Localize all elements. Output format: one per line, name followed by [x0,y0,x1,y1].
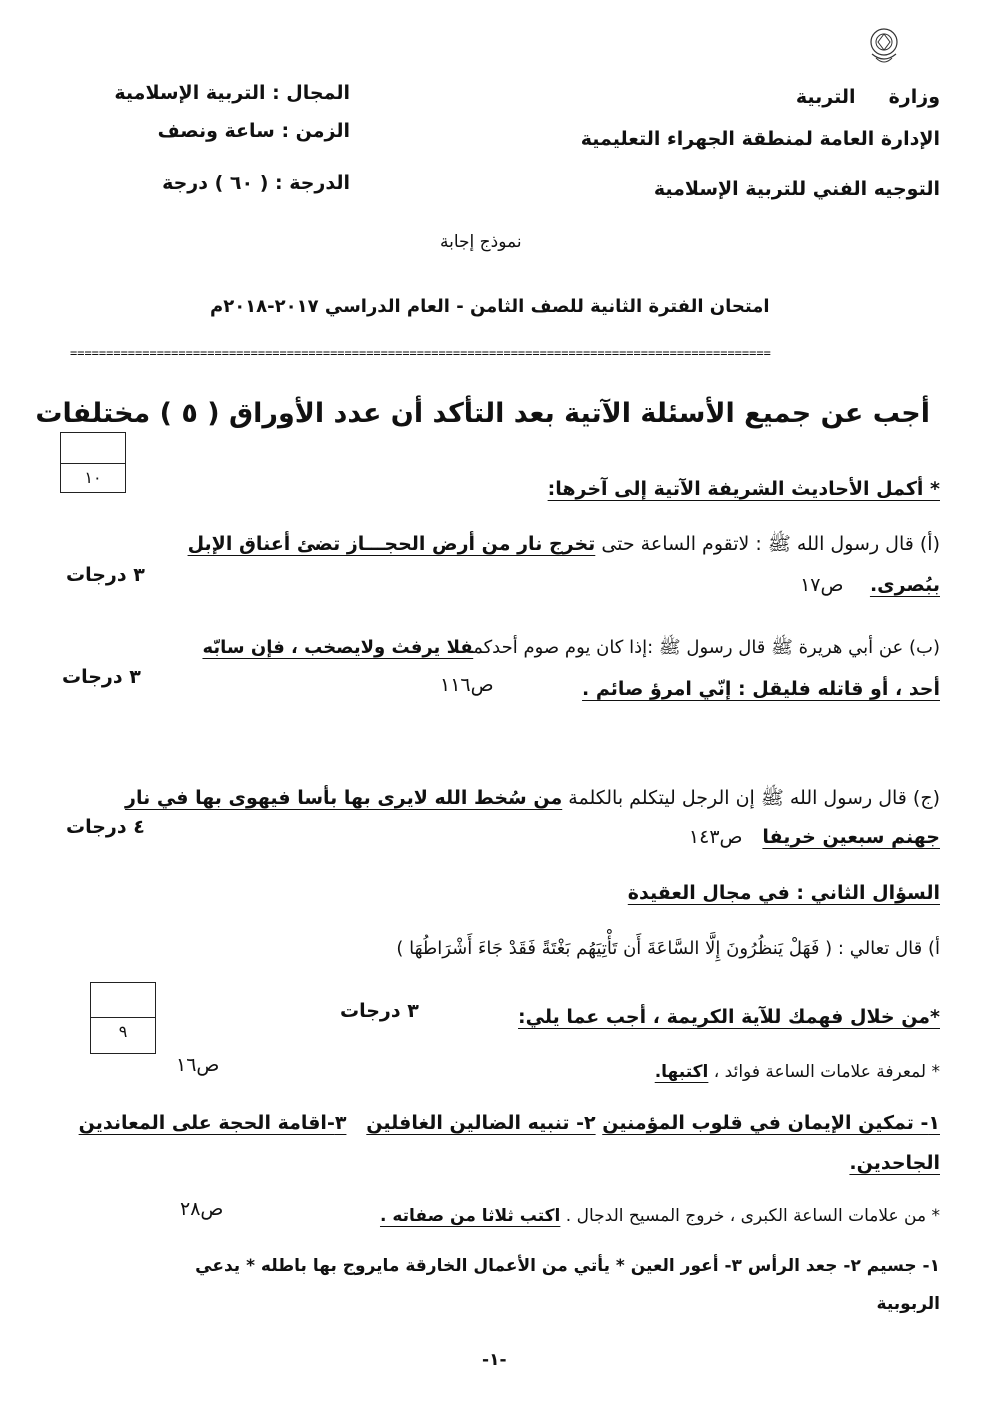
exam-grade: الدرجة : ( ٦٠ ) درجة [162,172,350,194]
q2-p2-question [380,1206,940,1226]
q1-c-page-ref: ص١٤٣ [688,826,743,848]
q1-b-page-ref: ص١١٦ [440,674,494,696]
q1-c-intro: (ج) قال رسول الله ﷺ إن الرجل ليتكلم بالكلمة [568,787,940,809]
q1-a-intro: (أ) قال رسول الله ﷺ : لاتقوم الساعة حتى [601,533,940,555]
q1-b-line1 [202,636,940,662]
ministry-emblem-icon [864,24,904,68]
q2-p2-answer: ١- جسيم ٢- جعد الرأس ٣- أعور العين * يأتي من الأعمال الخارقة مايروج بها باطله * يدعي [195,1256,940,1276]
q1-b-intro: (ب) عن أبي هريرة ﷺ قال رسول ﷺ :إذا كان يوم صوم أحدكم [473,637,940,658]
q1-c-marks: ٤ درجات [66,816,145,838]
exam-time: الزمن : ساعة ونصف [157,120,350,142]
supervision-name: التوجيه الفني للتربية الإسلامية [653,178,940,200]
q2-p2-question-text: * من علامات الساعة الكبرى ، خروج المسيح الدجال . [565,1206,940,1226]
q1-a-page-ref: ص١٧ [800,574,844,596]
q2-subheading-text: *من خلال فهمك للآية الكريمة ، أجب عما يلي: [518,1006,940,1028]
model-answer-label: نموذج إجابة [440,232,522,252]
q1-b-answer-end: أحد ، أو قاتله فليقل : إنّي امرؤ صائم . [582,678,940,700]
q1-b-marks: ٣ درجات [62,666,141,688]
q2-p1-answers [79,1112,940,1134]
q2-p1-action: اكتبها. [654,1062,709,1082]
q2-p2-answer-end: الربوبية [876,1294,940,1314]
q2-subheading [518,1006,940,1028]
q1-a-line1 [188,532,940,560]
q1-a-answer-end: ببُصرى. [869,574,940,596]
q2-p1-answer-1: ١- تمكين الإيمان في قلوب المؤمنين [602,1112,940,1134]
q1-score: ١٠ [84,468,102,487]
q1-heading-text: * أكمل الأحاديث الشريفة الآتية إلى آخرها: [547,478,940,500]
q1-a-line2 [800,574,940,596]
divider-line: ================================================================================================= [70,346,771,360]
q2-p1-answer-3-end-text: الجاحدين. [849,1152,940,1174]
administration-name: الإدارة العامة لمنطقة الجهراء التعليمية [580,128,940,150]
q1-a-answer: تخرج نار من أرض الحجـــاز تضئ أعناق الإبل [187,533,596,555]
q2-p1-question [655,1062,940,1082]
q2-p1-answer-3: ٣-اقامة الحجة على المعاندين [78,1112,347,1134]
q2-sub-marks: ٣ درجات [340,1000,419,1022]
q1-b-answer: فلا يرفث ولايصخب ، فإن سابّه [202,637,474,658]
q2-score: ٩ [118,1022,128,1041]
instruction-heading: أجب عن جميع الأسئلة الآتية بعد التأكد أن عدد الأوراق ( ٥ ) مختلفات [35,398,930,429]
ministry-name: وزارة التربية [795,86,940,108]
q1-a-marks: ٣ درجات [66,564,145,586]
q2-p1-question-text: * لمعرفة علامات الساعة فوائد ، [713,1062,940,1082]
q2-heading [628,882,940,904]
q2-p1-answer-3-end [849,1152,940,1174]
exam-title: امتحان الفترة الثانية للصف الثامن - العام الدراسي ٢٠١٧-٢٠١٨م [210,296,770,317]
page-number: -١- [482,1350,507,1370]
q2-heading-text: السؤال الثاني : في مجال العقيدة [627,882,940,904]
q2-p1-answer-2: ٢- تنبيه الضالين الغافلين [366,1112,596,1134]
q1-score-box [60,432,126,493]
q1-b-line2 [582,678,940,700]
q1-heading [548,478,940,500]
q2-p1-page-ref: ص١٦ [176,1054,220,1076]
q2-verse: أ) قال تعالي : ( فَهَلْ يَنظُرُونَ إِلَّا السَّاعَةَ أَن تَأْتِيَهُم بَغْتَةً فَقَدْ جَاءَ أَشْرَاطُهَا ) [396,938,940,959]
q2-p2-page-ref: ص٢٨ [180,1198,224,1220]
q1-c-answer: من سُخط الله لايرى بها بأسا فيهوى بها في نار [125,787,563,809]
q1-c-line2 [689,826,940,848]
q2-score-box [90,982,156,1054]
q2-p2-action: اكتب ثلاثا من صفاته . [379,1206,561,1226]
q1-c-answer-end: جهنم سبعين خريفا [762,826,940,848]
q1-c-line1 [125,786,940,814]
exam-field: المجال : التربية الإسلامية [114,82,350,104]
